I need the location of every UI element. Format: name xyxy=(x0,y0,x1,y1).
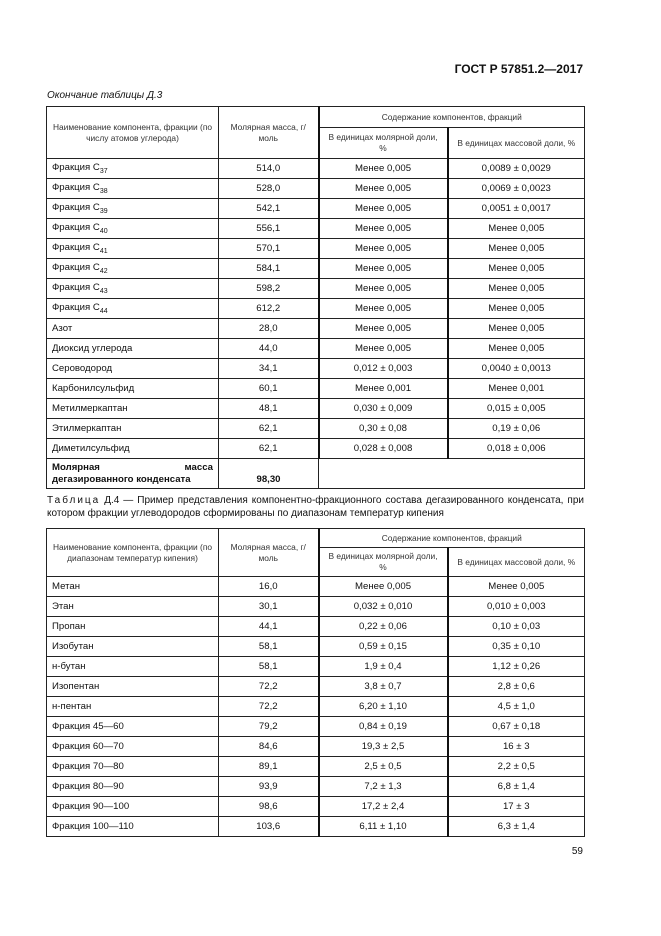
cell-mol: 0,84 ± 0,19 xyxy=(319,717,448,737)
table-row xyxy=(47,697,585,717)
cell-mol: 0,028 ± 0,008 xyxy=(319,439,448,459)
cell-name xyxy=(47,757,219,777)
table-row xyxy=(47,239,585,259)
cell-mol: 0,032 ± 0,010 xyxy=(319,597,448,617)
cell-wt: 16 ± 3 xyxy=(448,737,585,757)
table-row xyxy=(47,657,585,677)
carbon-subscript: 41 xyxy=(99,247,108,255)
table-row xyxy=(47,259,585,279)
cell-mol: Менее 0,005 xyxy=(319,259,448,279)
component-name: Этилмеркаптан xyxy=(52,423,122,434)
table-row xyxy=(47,159,585,179)
table-row xyxy=(47,319,585,339)
total-label: Молярная масса дегазированного конденсата xyxy=(47,459,219,489)
carbon-subscript: 42 xyxy=(99,267,108,275)
cell-wt: 1,12 ± 0,26 xyxy=(448,657,585,677)
col-header-name: Наименование компонента, фракции (по диапазонам температур кипения) xyxy=(47,529,219,577)
component-name: Фракция 80—90 xyxy=(52,781,124,792)
component-name: Фракция 100—110 xyxy=(52,821,134,832)
component-name: Диметилсульфид xyxy=(52,443,130,454)
cell-wt: Менее 0,005 xyxy=(448,319,585,339)
cell-name xyxy=(47,697,219,717)
component-name: Фракция C xyxy=(52,242,100,254)
cell-name xyxy=(47,179,219,199)
cell-mass: 89,1 xyxy=(219,757,319,777)
component-name: Изобутан xyxy=(52,641,94,652)
component-name: Фракция 90—100 xyxy=(52,801,130,812)
col-header-mol: В единицах молярной доли, % xyxy=(319,548,448,577)
cell-name xyxy=(47,319,219,339)
cell-mol: Менее 0,005 xyxy=(319,179,448,199)
cell-name xyxy=(47,677,219,697)
cell-name xyxy=(47,339,219,359)
cell-mol: Менее 0,005 xyxy=(319,159,448,179)
cell-wt: Менее 0,005 xyxy=(448,259,585,279)
cell-mass: 79,2 xyxy=(219,717,319,737)
component-name: Фракция C xyxy=(52,182,100,194)
component-name: Изопентан xyxy=(52,681,100,692)
cell-mass: 84,6 xyxy=(219,737,319,757)
col-header-wt: В единицах массовой доли, % xyxy=(448,128,585,159)
cell-name xyxy=(47,577,219,597)
table-row xyxy=(47,439,585,459)
cell-mass: 34,1 xyxy=(219,359,319,379)
cell-name xyxy=(47,159,219,179)
cell-mol: 6,11 ± 1,10 xyxy=(319,817,448,837)
cell-wt: Менее 0,005 xyxy=(448,339,585,359)
cell-name xyxy=(47,657,219,677)
cell-mol: Менее 0,005 xyxy=(319,219,448,239)
cell-mass: 62,1 xyxy=(219,419,319,439)
cell-wt: 2,8 ± 0,6 xyxy=(448,677,585,697)
cell-mass: 103,6 xyxy=(219,817,319,837)
component-name: Метан xyxy=(52,581,81,592)
component-name: Фракция 60—70 xyxy=(52,741,124,752)
col-header-group: Содержание компонентов, фракций xyxy=(319,529,585,548)
cell-name xyxy=(47,737,219,757)
component-name: Фракция C xyxy=(52,302,100,314)
document-header: ГОСТ Р 57851.2—2017 xyxy=(454,62,583,76)
cell-wt: 6,3 ± 1,4 xyxy=(448,817,585,837)
cell-wt: Менее 0,005 xyxy=(448,577,585,597)
cell-wt: Менее 0,005 xyxy=(448,299,585,319)
cell-mass: 528,0 xyxy=(219,179,319,199)
table-row xyxy=(47,219,585,239)
table-row xyxy=(47,597,585,617)
carbon-subscript: 40 xyxy=(99,227,108,235)
page-number: 59 xyxy=(571,846,583,857)
cell-mol: 2,5 ± 0,5 xyxy=(319,757,448,777)
carbon-subscript: 39 xyxy=(99,207,108,215)
cell-name xyxy=(47,399,219,419)
component-name: Метилмеркаптан xyxy=(52,403,128,414)
cell-name xyxy=(47,597,219,617)
cell-mol: 19,3 ± 2,5 xyxy=(319,737,448,757)
component-name: Сероводород xyxy=(52,363,113,374)
cell-mol: 0,012 ± 0,003 xyxy=(319,359,448,379)
component-name: н-бутан xyxy=(52,661,86,672)
cell-mass: 28,0 xyxy=(219,319,319,339)
cell-mol: Менее 0,005 xyxy=(319,319,448,339)
table-row xyxy=(47,617,585,637)
component-name: Пропан xyxy=(52,621,86,632)
table-row xyxy=(47,359,585,379)
component-name: Этан xyxy=(52,601,74,612)
table-row xyxy=(47,199,585,219)
cell-mass: 44,1 xyxy=(219,617,319,637)
table2-caption-prefix: Таблица xyxy=(47,495,101,506)
col-header-mol: В единицах молярной доли, % xyxy=(319,128,448,159)
component-name: Фракция C xyxy=(52,222,100,234)
cell-wt: 0,0051 ± 0,0017 xyxy=(448,199,585,219)
cell-mass: 58,1 xyxy=(219,657,319,677)
cell-wt: 0,0040 ± 0,0013 xyxy=(448,359,585,379)
cell-name xyxy=(47,817,219,837)
table-row xyxy=(47,339,585,359)
component-name: Фракция C xyxy=(52,282,100,294)
cell-name xyxy=(47,419,219,439)
cell-mol: 1,9 ± 0,4 xyxy=(319,657,448,677)
cell-wt: 0,0089 ± 0,0029 xyxy=(448,159,585,179)
component-name: Фракция 70—80 xyxy=(52,761,124,772)
cell-mass: 30,1 xyxy=(219,597,319,617)
total-empty xyxy=(319,459,585,489)
carbon-subscript: 38 xyxy=(99,187,108,195)
table-row xyxy=(47,419,585,439)
total-value: 98,30 xyxy=(219,459,319,489)
cell-mol: Менее 0,005 xyxy=(319,577,448,597)
table-row xyxy=(47,399,585,419)
cell-mass: 542,1 xyxy=(219,199,319,219)
table-row xyxy=(47,379,585,399)
cell-wt: Менее 0,005 xyxy=(448,219,585,239)
table-row xyxy=(47,677,585,697)
cell-wt: 2,2 ± 0,5 xyxy=(448,757,585,777)
table2-caption-text: Д.4 — Пример представления компонентно-фракционного состава дегазированного конденсата, при котором фракции углеводородов сформированы по диапазонам температур кипения xyxy=(47,495,584,519)
cell-wt: 0,010 ± 0,003 xyxy=(448,597,585,617)
cell-mol: 0,59 ± 0,15 xyxy=(319,637,448,657)
cell-wt: 0,19 ± 0,06 xyxy=(448,419,585,439)
carbon-subscript: 37 xyxy=(99,167,108,175)
cell-mol: Менее 0,005 xyxy=(319,339,448,359)
table-row xyxy=(47,637,585,657)
cell-name xyxy=(47,199,219,219)
table-row xyxy=(47,757,585,777)
cell-wt: 17 ± 3 xyxy=(448,797,585,817)
cell-mol: 6,20 ± 1,10 xyxy=(319,697,448,717)
cell-wt: 0,10 ± 0,03 xyxy=(448,617,585,637)
cell-mass: 72,2 xyxy=(219,677,319,697)
cell-wt: Менее 0,001 xyxy=(448,379,585,399)
cell-wt: Менее 0,005 xyxy=(448,279,585,299)
cell-mass: 514,0 xyxy=(219,159,319,179)
cell-mass: 72,2 xyxy=(219,697,319,717)
table-row xyxy=(47,777,585,797)
table-row xyxy=(47,279,585,299)
cell-name xyxy=(47,259,219,279)
table-row xyxy=(47,817,585,837)
table-row xyxy=(47,717,585,737)
cell-mol: 0,030 ± 0,009 xyxy=(319,399,448,419)
cell-name xyxy=(47,379,219,399)
cell-mol: 17,2 ± 2,4 xyxy=(319,797,448,817)
table-row xyxy=(47,797,585,817)
cell-mol: Менее 0,005 xyxy=(319,199,448,219)
cell-mass: 16,0 xyxy=(219,577,319,597)
table1-caption: Окончание таблицы Д.3 xyxy=(47,90,163,101)
cell-mass: 60,1 xyxy=(219,379,319,399)
cell-name xyxy=(47,359,219,379)
col-header-mass: Молярная масса, г/моль xyxy=(219,529,319,577)
carbon-subscript: 43 xyxy=(99,287,108,295)
cell-wt: 0,018 ± 0,006 xyxy=(448,439,585,459)
cell-mol: Менее 0,005 xyxy=(319,279,448,299)
cell-wt: 4,5 ± 1,0 xyxy=(448,697,585,717)
cell-name xyxy=(47,717,219,737)
component-name: Фракция C xyxy=(52,162,100,174)
cell-name xyxy=(47,777,219,797)
col-header-wt: В единицах массовой доли, % xyxy=(448,548,585,577)
cell-mol: 3,8 ± 0,7 xyxy=(319,677,448,697)
cell-name xyxy=(47,617,219,637)
carbon-subscript: 44 xyxy=(99,307,108,315)
component-name: Фракция C xyxy=(52,262,100,274)
cell-mass: 598,2 xyxy=(219,279,319,299)
table-row xyxy=(47,299,585,319)
cell-mass: 48,1 xyxy=(219,399,319,419)
cell-mol: 0,22 ± 0,06 xyxy=(319,617,448,637)
component-name: Азот xyxy=(52,323,73,334)
cell-mol: 0,30 ± 0,08 xyxy=(319,419,448,439)
cell-name xyxy=(47,299,219,319)
cell-mass: 58,1 xyxy=(219,637,319,657)
col-header-mass: Молярная масса, г/моль xyxy=(219,107,319,159)
cell-mol: Менее 0,005 xyxy=(319,299,448,319)
cell-mol: Менее 0,001 xyxy=(319,379,448,399)
cell-wt: 0,35 ± 0,10 xyxy=(448,637,585,657)
cell-mass: 570,1 xyxy=(219,239,319,259)
cell-mass: 98,6 xyxy=(219,797,319,817)
cell-mass: 62,1 xyxy=(219,439,319,459)
cell-mass: 93,9 xyxy=(219,777,319,797)
table-row xyxy=(47,577,585,597)
cell-name xyxy=(47,239,219,259)
table-row xyxy=(47,179,585,199)
cell-name xyxy=(47,797,219,817)
component-name: Диоксид углерода xyxy=(52,343,133,354)
cell-wt: 0,015 ± 0,005 xyxy=(448,399,585,419)
cell-mass: 612,2 xyxy=(219,299,319,319)
col-header-group: Содержание компонентов, фракций xyxy=(319,107,585,128)
cell-mass: 556,1 xyxy=(219,219,319,239)
component-name: Карбонилсульфид xyxy=(52,383,135,394)
cell-mass: 584,1 xyxy=(219,259,319,279)
cell-mass: 44,0 xyxy=(219,339,319,359)
component-name: н-пентан xyxy=(52,701,92,712)
table2 xyxy=(46,528,585,837)
cell-name xyxy=(47,279,219,299)
cell-name xyxy=(47,439,219,459)
table-row xyxy=(47,737,585,757)
cell-wt: 6,8 ± 1,4 xyxy=(448,777,585,797)
table2-caption xyxy=(47,494,584,520)
col-header-name: Наименование компонента, фракции (по числу атомов углерода) xyxy=(47,107,219,159)
cell-name xyxy=(47,637,219,657)
cell-mol: 7,2 ± 1,3 xyxy=(319,777,448,797)
cell-mol: Менее 0,005 xyxy=(319,239,448,259)
cell-wt: Менее 0,005 xyxy=(448,239,585,259)
total-row xyxy=(47,459,585,489)
table1 xyxy=(46,106,585,489)
cell-wt: 0,0069 ± 0,0023 xyxy=(448,179,585,199)
component-name: Фракция 45—60 xyxy=(52,721,124,732)
cell-name xyxy=(47,219,219,239)
component-name: Фракция C xyxy=(52,202,100,214)
cell-wt: 0,67 ± 0,18 xyxy=(448,717,585,737)
